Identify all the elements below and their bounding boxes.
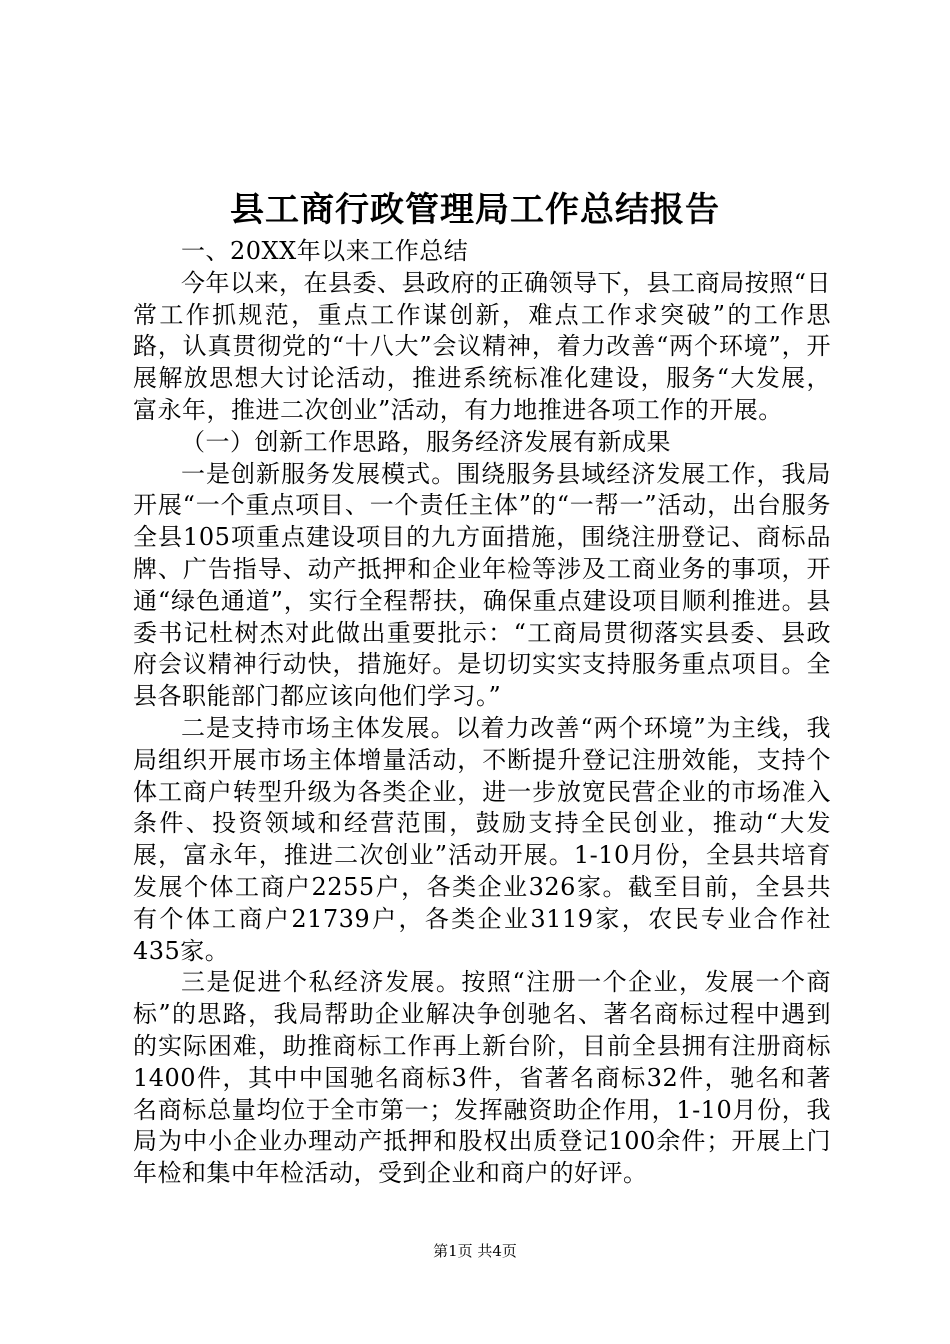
- paragraph: 今年以来，在县委、县政府的正确领导下，县工商局按照“日常工作抓规范，重点工作谋创新，难点工作求突破”的工作思路，认真贯彻党的“十八大”会议精神，着力改善“两个环境”，开展解放思想大讨论活动，推进系统标准化建设，服务“大发展，富永年，推进二次创业”活动，有力地推进各项工作的开展。: [133, 268, 831, 424]
- paragraph: 二是支持市场主体发展。以着力改善“两个环境”为主线，我局组织开展市场主体增量活动，不断提升登记注册效能，支持个体工商户转型升级为各类企业，进一步放宽民营企业的市场准入条件、投资领域和经营范围，鼓励支持全民创业，推动“大发展，富永年，推进二次创业”活动开展。1-10月份，全县共培育发展个体工商户2255户，各类企业326家。截至目前，全县共有个体工商户21739户，各类企业3119家，农民专业合作社435家。: [133, 713, 831, 965]
- section-heading: 一、20XX年以来工作总结: [181, 237, 469, 265]
- document-body: [133, 236, 831, 1190]
- paragraph: 一是创新服务发展模式。围绕服务县域经济发展工作，我局开展“一个重点项目、一个责任主体”的“一帮一”活动，出台服务全县105项重点建设项目的九方面措施，围绕注册登记、商标品牌、广告指导、动产抵押和企业年检等涉及工商业务的事项，开通“绿色通道”，实行全程帮扶，确保重点建设项目顺利推进。县委书记杜树杰对此做出重要批示：“工商局贯彻落实县委、县政府会议精神行动快，措施好。是切切实实支持服务重点项目。全县各职能部门都应该向他们学习。”: [133, 459, 831, 711]
- page-footer: 第1页 共4页: [433, 1242, 517, 1260]
- paragraph: 三是促进个私经济发展。按照“注册一个企业，发展一个商标”的思路，我局帮助企业解决争创驰名、著名商标过程中遇到的实际困难，助推商标工作再上新台阶，目前全县拥有注册商标1400件，其中中国驰名商标3件，省著名商标32件，驰名和著名商标总量均位于全市第一；发挥融资助企作用，1-10月份，我局为中小企业办理动产抵押和股权出质登记100余件；开展上门年检和集中年检活动，受到企业和商户的好评。: [133, 968, 831, 1188]
- subsection-heading: （一）创新工作思路，服务经济发展有新成果: [181, 427, 671, 456]
- document-title: 县工商行政管理局工作总结报告: [230, 190, 720, 230]
